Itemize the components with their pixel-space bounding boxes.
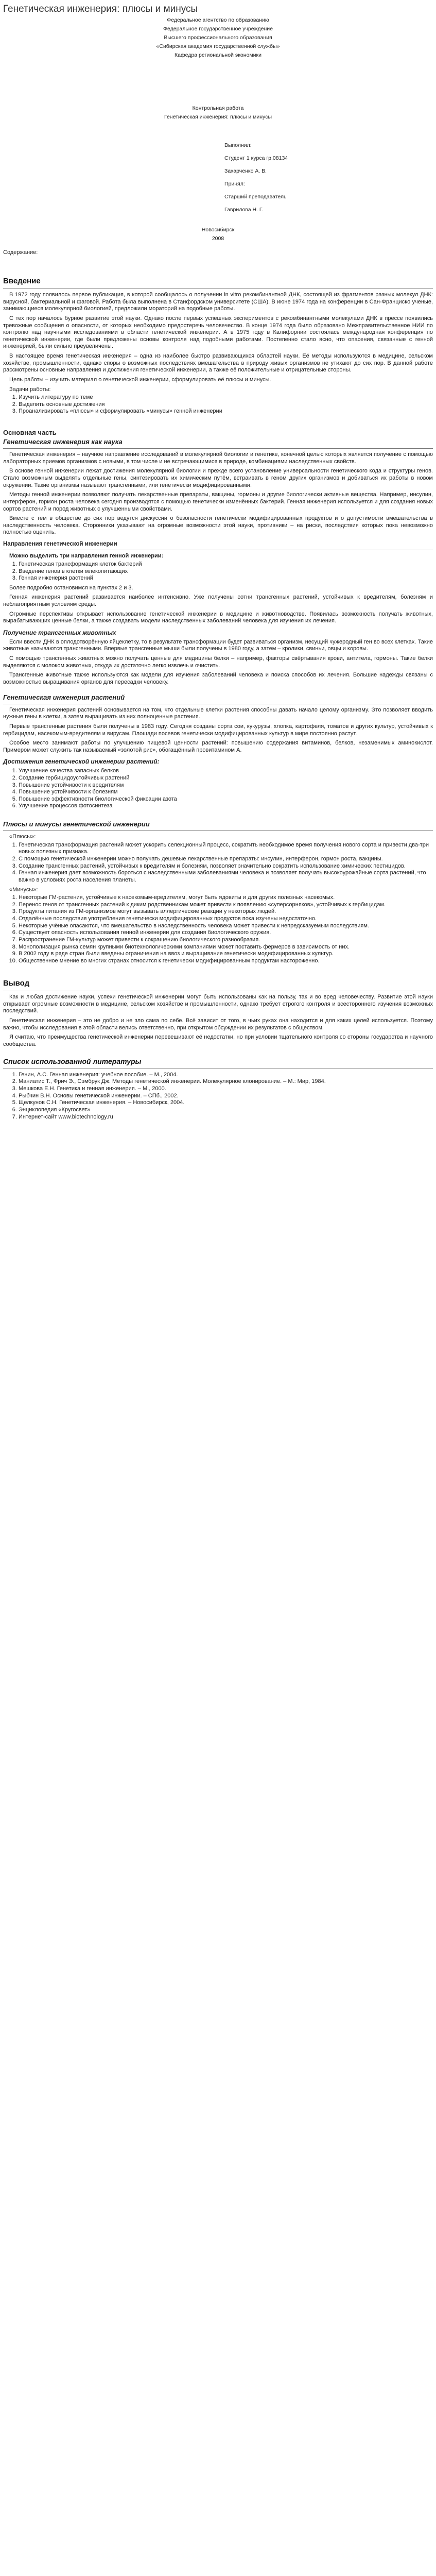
cover-year: 2008 [212,235,224,242]
achievement-item: 3. Повышение устойчивости к вредителям [19,782,433,789]
plants-heading: Генетическая инженерия растений [3,693,125,701]
minus-item: 2. Перенос генов от трансгенных растений к диким родственникам может привести к появлению «суперсорняков», устойчивых к гербицидам. [19,902,433,909]
reference-item: 7. Интернет-сайт www.biotechnology.ru [19,1114,433,1121]
achievement-item: 1. Улучшение качества запасных белков [19,768,433,775]
tasks-label: Задачи работы: [9,386,51,393]
directions-note: Более подробно остановимся на пунктах 2 и 3. [9,584,133,591]
minus-item: 10. Общественное мнение во многих странах относится к генетически модифицированным продуктам настороженно. [19,958,433,965]
directions-paragraph: Генная инженерия растений развивается наиболее интенсивно. Уже получены сотни трансгенных растений, устойчивых к вредителям, болезням и неблагоприятным условиям среды. [3,594,433,608]
main-part-heading: Основная часть [3,429,57,436]
minus-list [3,894,433,964]
minus-item: 3. Продукты питания из ГМ-организмов могут вызывать аллергические реакции у некоторых людей. [19,908,433,916]
direction-item: 1. Генетическая трансформация клеток бактерий [19,561,433,568]
cover-line: Федеральное государственное учреждение [163,25,273,32]
minus-item: 1. Некоторые ГМ-растения, устойчивые к насекомым-вредителям, могут быть ядовиты и для других полезных насекомых. [19,894,433,902]
cover-line: Высшего профессионального образования [164,34,272,41]
minus-item: 7. Распространение ГМ-культур может привести к сокращению биологического разнообразия. [19,937,433,944]
conclusion-paragraph: Генетическая инженерия – это не добро и не зло сама по себе. Всё зависит от того, в чьих руках она находится и для каких целей используется. Поэтому важно, чтобы исследования в этой области велись ответственно, при открытом обсуждении их результатов с обществом. [3,1017,433,1031]
plus-item: 1. Генетическая трансформация растений может ускорить селекционный процесс, сократить необходимое время получения нового сорта и привести два-три новых полезных признака. [19,842,433,856]
checker-name: Гаврилова Н. Г. [224,206,264,213]
references-section [3,1057,433,1121]
transgenic-paragraph: С помощью трансгенных животных можно получать ценные для медицины белки – например, факторы свёртывания крови, антитела, гормоны. Такие белки выделяются с молоком животных, откуда их достаточно легко извлечь и очистить. [3,655,433,669]
minus-item: 8. Монополизация рынка семян крупными биотехнологическими компаниями может поставить фермеров в зависимость от них. [19,944,433,951]
conclusion-heading: Вывод [3,979,30,988]
cover-title-block [3,105,433,121]
plants-paragraph: Первые трансгенные растения были получены в 1983 году. Сегодня созданы сорта сои, кукурузы, хлопка, картофеля, томатов и других культур, устойчивых к гербицидам, насекомым-вредителям и вирусам. Площади посевов генетически модифицированных культур в мире постоянно растут. [3,723,433,737]
author-group: Студент 1 курса гр.08134 [224,155,288,161]
transgenic-paragraph: Трансгенные животные также используются как модели для изучения заболеваний человека и поиска способов их лечения. Большие надежды связаны с возможностью выращивания органов для пересадки человеку. [3,672,433,685]
city-year-block [3,227,433,242]
directions-paragraph: Огромные перспективы открывает использование генетической инженерии в медицине и животноводстве. Появилась возможность получать животных, вырабатывающих ценные белки, а также создавать модели наследственных заболеваний человека для изучения их лечения. [3,611,433,624]
intro-heading: Введение [3,277,41,286]
references-heading: Список использованной литературы [3,1057,142,1066]
cover-line: Кафедра региональной экономики [175,52,261,58]
cover-line: Федеральное агентство по образованию [167,16,269,23]
document-title: Генетическая инженерия: плюсы и минусы [3,4,198,14]
checker-label: Принял: [224,180,245,187]
section-divider [3,448,433,449]
cover-line: «Сибирская академия государственной службы» [156,43,280,49]
reference-item: 1. Генин, А.С. Генная инженерия: учебное пособие. – М., 2004. [19,1072,433,1079]
intro-paragraph: В настоящее время генетическая инженерия – одна из наиболее быстро развивающихся областей науки. Её методы используются в медицине, сельском хозяйстве, промышленности, однако споры о возможных последствиях вмешательства в природу живых организмов не утихают до сих пор. В данной работе рассмотрены основные направления и достижения генетической инженерии, а также её положительные и отрицательные стороны. [3,353,433,374]
main-paragraph: Генетическая инженерия – научное направление исследований в молекулярной биологии и генетике, конечной целью которых является получение с помощью лабораторных приемов организмов с новыми, в том числе и не встречающимися в природе, комбинациями наследственных свойств. [3,451,433,465]
plus-list [3,842,433,884]
minus-item: 4. Отдалённые последствия употребления генетически модифицированных продуктов пока изучены недостаточно. [19,916,433,923]
author-name: Захарченко А. В. [224,167,267,174]
main-paragraph: Вместе с тем в обществе до сих пор ведутся дискуссии о безопасности генетически модифицированных продуктов и о допустимости вмешательства в наследственность человека. Сторонники указывают на огромные возможности этой науки, противники – на риски, последствия которых пока невозможно полностью оценить. [3,515,433,536]
minus-item: 6. Существует опасность использования генной инженерии для создания биологического оружия. [19,929,433,937]
directions-heading: Направления генетической инженерии [3,541,117,548]
plus-label: «Плюсы»: [9,834,36,840]
achievement-item: 6. Улучшение процессов фотосинтеза [19,803,433,810]
plus-minus-heading: Плюсы и минусы генетической инженерии [3,820,150,828]
direction-item: 3. Генная инженерия растений [19,575,433,582]
conclusion-paragraph: Я считаю, что преимущества генетической инженерии перевешивают её недостатки, но при условии тщательного контроля со стороны государства и научного сообщества. [3,1034,433,1047]
checker-title: Старший преподаватель [224,193,287,200]
work-title: Генетическая инженерия: плюсы и минусы [164,113,272,120]
task-item: 3. Проанализировать «плюсы» и сформулировать «минусы» генной инженерии [19,408,433,415]
achievements-heading: Достижения генетической инженерии растений: [3,758,160,766]
main-paragraph: В основе генной инженерии лежат достижения молекулярной биологии и прежде всего установление универсальности генетического кода и структуры генов. Стало возможным выделять отдельные гены, синтезировать их химическим путём, встраивать в геном других организмов и добиваться их работы в новом окружении. Такие организмы называют трансгенными, или генетически модифицированными. [3,468,433,488]
directions-intro: Можно выделить три направления генной инженерии: [9,553,164,560]
tasks-list [3,394,433,415]
transgenic-paragraph: Если ввести ДНК в оплодотворённую яйцеклетку, то в результате трансформации будет развиваться организм, несущий чужеродный ген во всех клетках. Такие животные называются трансгенными. Впервые трансгенные мыши были получены в 1980 году, а затем – кролики, свиньи, овцы и коровы. [3,638,433,652]
document-page [0,0,436,1129]
minus-item: 9. В 2002 году в ряде стран были введены ограничения на ввоз и выращивание генетически модифицированных культур. [19,951,433,958]
task-item: 1. Изучить литературу по теме [19,394,433,401]
author-label: Выполнил: [224,142,252,148]
contents-label: Содержание: [3,249,38,256]
task-item: 2. Выделить основные достижения [19,401,433,409]
main-paragraph: Методы генной инженерии позволяют получать лекарственные препараты, вакцины, гормоны и другие биологически активные вещества. Например, инсулин, интерферон, гормон роста человека сегодня производятся с помощью генетически изменённых бактерий. Генная инженерия используется и для создания новых сортов растений и пород животных с улучшенными свойствами. [3,492,433,512]
plus-item: 2. С помощью генетической инженерии можно получать дешевые лекарственные препараты: инсулин, интерферон, гормон роста, вакцины. [19,856,433,863]
reference-item: 6. Энциклопедия «Кругосвет» [19,1107,433,1114]
reference-item: 2. Маниатис Т., Фрич Э., Сэмбрук Дж. Методы генетической инженерии. Молекулярное клонирование. – М.: Мир, 1984. [19,1078,433,1086]
achievement-item: 4. Повышение устойчивости к болезням [19,789,433,796]
references-list [3,1072,433,1121]
plus-item: 3. Создание трансгенных растений, устойчивых к вредителям и болезням, позволяет значительно сократить использование химических пестицидов. [19,863,433,870]
author-block [224,142,433,213]
work-type: Контрольная работа [192,105,244,111]
intro-paragraph: С тех пор началось бурное развитие этой науки. Однако после первых успешных экспериментов с рекомбинантными молекулами ДНК в прессе появились тревожные сообщения о опасности, от которых необходимо предостеречь человечество. В конце 1974 года было образовано Межправительственное НИИ по контролю над научными исследованиями в области генетической инженерии. А в 1975 году в Калифорнии состоялась международная конференция по генетической инженерии, где были предложены основы контроля над подобными работами. Постепенно стало ясно, что опасения, связанные с генной инженерией, были сильно преувеличены. [3,315,433,350]
achievement-item: 2. Создание гербицидоустойчивых растений [19,775,433,782]
cover-header [3,17,433,59]
plants-paragraph: Особое место занимают работы по улучшению пищевой ценности растений: повышению содержания витаминов, белков, незаменимых аминокислот. Примером может служить так называемый «золотой рис», обогащённый провитамином А. [3,740,433,753]
plus-item: 4. Генная инженерия дает возможность бороться с наследственными заболеваниями человека и позволяет получать высокоурожайные сорта растений, что важно в условиях роста населения планеты. [19,870,433,884]
intro-paragraph: Цель работы – изучить материал о генетической инженерии, сформулировать её плюсы и минусы. [9,376,271,383]
directions-list [3,561,433,582]
minus-label: «Минусы»: [9,886,38,893]
achievement-item: 5. Повышение эффективности биологической фиксации азота [19,796,433,803]
direction-item: 2. Введение генов в клетки млекопитающих [19,568,433,575]
reference-item: 4. Рыбчин В.Н. Основы генетической инженерии. – СПб., 2002. [19,1093,433,1100]
reference-item: 5. Щелкунов С.Н. Генетическая инженерия. – Новосибирск, 2004. [19,1099,433,1107]
achievements-list [3,768,433,810]
transgenic-heading: Получение трансгенных животных [3,629,116,636]
cover-city: Новосибирск [201,226,235,233]
intro-paragraph: В 1972 году появилось первое публикация, в которой сообщалось о получении in vitro рекомбинантной ДНК, состоящей из фрагментов разных молекул ДНК: вирусной, бактериальной и фаговой. Работа была выполнена в Станфордском университете (США). В июне 1974 года на конференции в Сан-Франциско ученые, занимающиеся молекулярной биологией, предложили мораторий на подобные работы. [3,292,433,312]
minus-item: 5. Некоторые учёные опасаются, что вмешательство в наследственность человека может привести к непредсказуемым последствиям. [19,923,433,930]
reference-item: 3. Мешкова Е.Н. Генетика и генная инженерия. – М., 2000. [19,1086,433,1093]
science-heading: Генетическая инженерия как наука [3,438,123,446]
plants-paragraph: Генетическая инженерия растений основывается на том, что отдельные клетки растения способны давать начало целому организму. Это позволяет вводить нужные гены в клетки, а затем выращивать из них полноценные растения. [3,706,433,720]
conclusion-paragraph: Как и любая достижение науки, успехи генетической инженерии могут быть использованы как на пользу, так и во вред человечеству. Развитие этой науки открывает огромные возможности в медицине, сельском хозяйстве и промышленности, однако требует строгого контроля и всестороннего изучения возможных последствий. [3,994,433,1014]
